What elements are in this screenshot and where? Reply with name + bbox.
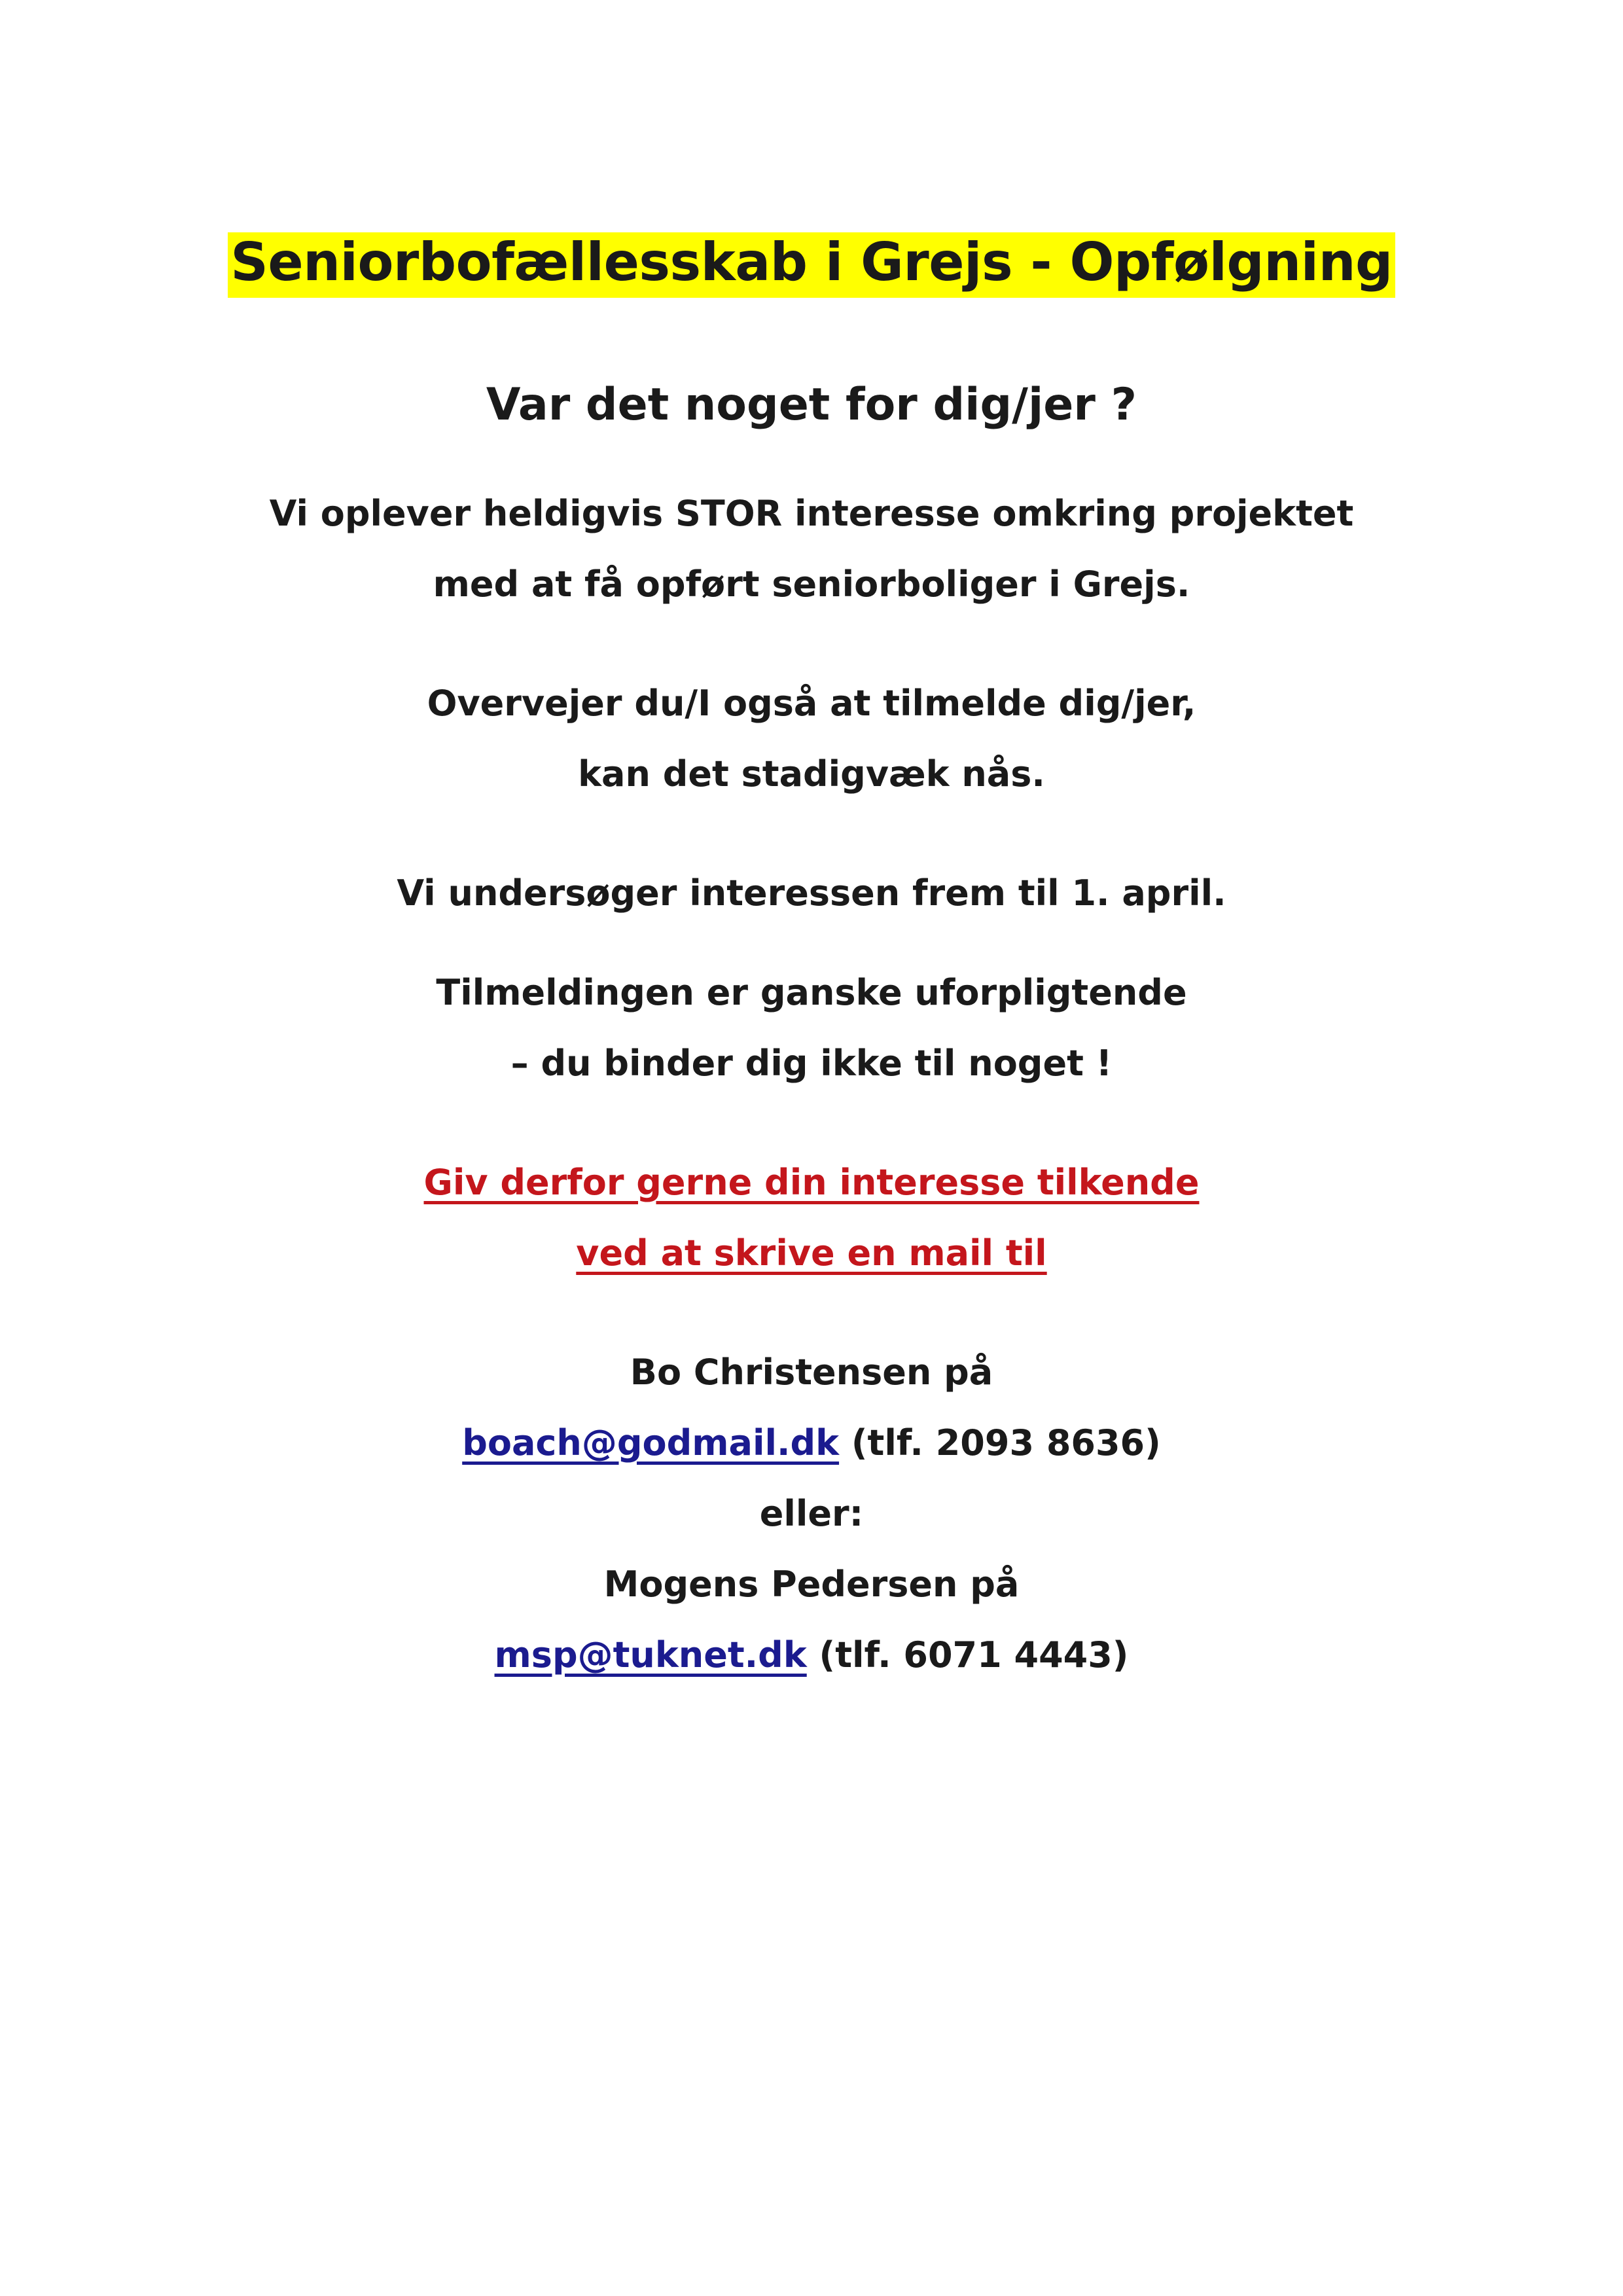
call-to-action-text: ved at skrive en mail til bbox=[576, 1232, 1047, 1274]
page-title: Seniorbofællesskab i Grejs - Opfølgning bbox=[228, 232, 1395, 298]
call-to-action-text: Giv derfor gerne din interesse tilkende bbox=[423, 1162, 1200, 1203]
subtitle: Var det noget for dig/jer ? bbox=[486, 379, 1137, 431]
paragraph-line: – du binder dig ikke til noget ! bbox=[510, 1043, 1113, 1084]
contact-name: Mogens Pedersen på bbox=[603, 1564, 1020, 1605]
title-line bbox=[0, 232, 1623, 298]
separator-text: eller: bbox=[759, 1493, 864, 1534]
contact-email-line bbox=[0, 1422, 1623, 1463]
paragraph-line: Vi oplever heldigvis STOR interesse omkring projektet bbox=[269, 493, 1354, 534]
paragraph-line: Tilmeldingen er ganske uforpligtende bbox=[436, 972, 1187, 1013]
contact-email-line bbox=[0, 1634, 1623, 1676]
contact-phone: (tlf. 2093 8636) bbox=[851, 1422, 1161, 1463]
call-to-action-line bbox=[0, 1162, 1623, 1203]
email-link[interactable]: boach@godmail.dk bbox=[462, 1422, 840, 1463]
email-link[interactable]: msp@tuknet.dk bbox=[494, 1634, 807, 1676]
paragraph-line: kan det stadigvæk nås. bbox=[578, 753, 1045, 795]
contact-name: Bo Christensen på bbox=[630, 1352, 993, 1393]
paragraph-line: Overvejer du/I også at tilmelde dig/jer, bbox=[427, 683, 1196, 724]
call-to-action-line bbox=[0, 1232, 1623, 1274]
contact-phone: (tlf. 6071 4443) bbox=[819, 1634, 1129, 1676]
paragraph-line: med at få opført seniorboliger i Grejs. bbox=[433, 564, 1190, 605]
paragraph-line: Vi undersøger interessen frem til 1. april. bbox=[397, 872, 1226, 914]
